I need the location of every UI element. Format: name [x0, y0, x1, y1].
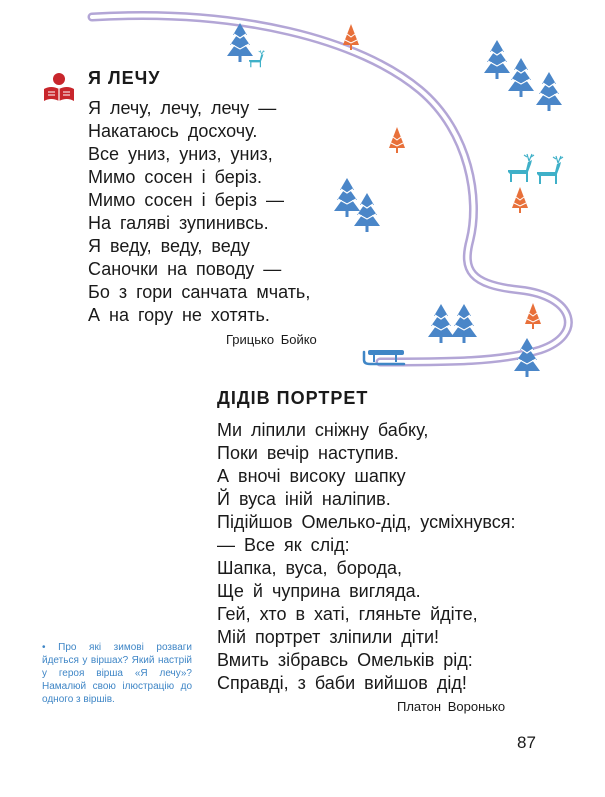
poem-2-title: ДІДІВ ПОРТРЕТ [217, 388, 369, 408]
poem-line: Саночки на поводу — [88, 259, 282, 279]
poem-line: На галяві зупинивсь. [88, 213, 269, 233]
poem-line: Шапка, вуса, борода, [217, 558, 402, 578]
poem-line: Я веду, веду, веду [88, 236, 250, 256]
poem-2-text [217, 419, 516, 695]
poem-line: А вночі високу шапку [217, 466, 406, 486]
poem-line: Накатаюсь досхочу. [88, 121, 258, 141]
poem-2-author: Платон Воронько [397, 699, 506, 714]
poem-line: Я лечу, лечу, лечу — [88, 98, 277, 118]
poem-line: Все униз, униз, униз, [88, 144, 273, 164]
poem-line: Підійшов Омелько-дід, усміхнувся: [217, 512, 516, 532]
poem-1-author: Грицько Бойко [226, 332, 317, 347]
poem-line: Поки вечір наступив. [217, 443, 399, 463]
note-bullet: • [42, 642, 46, 653]
poem-line: Й вуса іній наліпив. [217, 489, 391, 509]
reading-child-icon [44, 73, 74, 101]
poem-line: Мимо сосен і беріз — [88, 190, 284, 210]
poem-line: — Все як слід: [217, 535, 350, 555]
poem-1-text [88, 97, 310, 327]
poem-line: Бо з гори санчата мчать, [88, 282, 311, 302]
poem-line: Ми ліпили сніжну бабку, [217, 420, 429, 440]
page-number: 87 [517, 733, 536, 752]
note-text: Про які зимові розваги йдеться у віршах? Який настрій у героя вірша «Я лечу»? Намалюй свою ілюстрацію до одного з віршів. [42, 642, 192, 705]
poem-line: Ще й чуприна вигляда. [217, 581, 421, 601]
poem-line: А на гору не хотять. [88, 305, 270, 325]
poem-line: Гей, хто в хаті, гляньте йдіте, [217, 604, 478, 624]
poem-line: Мимо сосен і беріз. [88, 167, 262, 187]
poem-line: Справді, з баби вийшов дід! [217, 673, 467, 693]
poem-line: Вмить зібравсь Омельків рід: [217, 650, 473, 670]
task-note [42, 641, 192, 706]
poem-1-title: Я ЛЕЧУ [88, 68, 161, 88]
poem-line: Мій портрет зліпили діти! [217, 627, 440, 647]
